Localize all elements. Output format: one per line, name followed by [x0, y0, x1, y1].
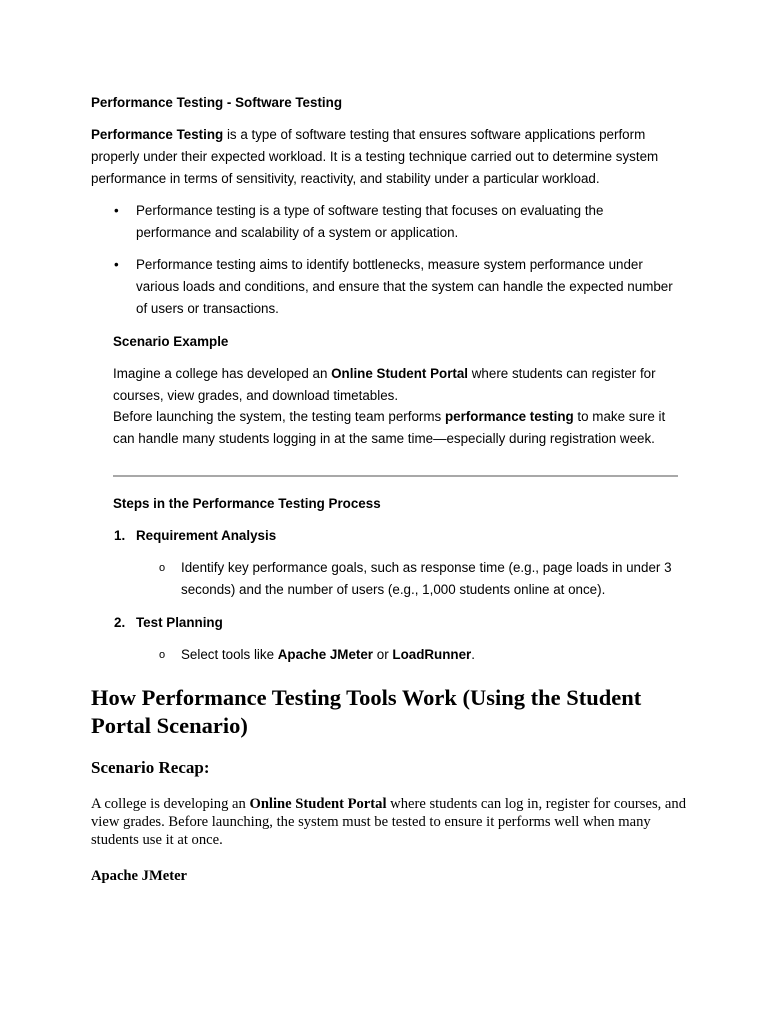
bullet-icon: • — [114, 257, 119, 272]
scenario-bold: performance testing — [444, 409, 574, 424]
tool-name: LoadRunner — [392, 647, 472, 662]
step-number: 1. — [114, 528, 126, 543]
step-number: 2. — [114, 615, 126, 630]
bullet-item — [114, 200, 681, 244]
recap-paragraph — [91, 795, 691, 849]
document-title: Performance Testing - Software Testing — [91, 95, 342, 110]
circle-bullet-icon: o — [159, 649, 166, 661]
circle-bullet-icon: o — [159, 562, 166, 574]
step-subitem — [159, 557, 681, 601]
scenario-paragraph-2 — [113, 406, 683, 450]
scenario-text: Before launching the system, the testing team performs — [113, 409, 445, 424]
scenario-text: where students can register for courses, view grades, and download timetables. — [113, 366, 656, 403]
scenario-paragraph — [113, 363, 683, 407]
step-item — [114, 612, 223, 634]
tool-heading: Apache JMeter — [91, 868, 188, 884]
step-subitem-text: or — [373, 647, 393, 662]
bullet-text: Performance testing aims to identify bottlenecks, measure system performance under various loads and conditions, and ensure that the system can handle the expected number of users or transactions. — [136, 257, 673, 316]
intro-text: is a type of software testing that ensures software applications perform properly under their expected workload. It is a testing technique carried out to determine system performance in terms of sensitivity, reactivity, and stability under a particular workload. — [91, 127, 659, 186]
recap-bold: Online Student Portal — [249, 796, 387, 812]
bullet-icon: • — [114, 203, 119, 218]
scenario-text: to make sure it can handle many students logging in at the same time—especially during registration week. — [113, 409, 666, 446]
horizontal-divider — [113, 475, 678, 477]
scenario-text: Imagine a college has developed an — [113, 366, 332, 381]
recap-text: A college is developing an — [91, 796, 250, 812]
step-subitem-text: . — [471, 647, 475, 662]
subsection-heading: Scenario Recap: — [91, 758, 210, 777]
step-subitem-text: Identify key performance goals, such as response time (e.g., page loads in under 3 seconds) and the number of users (e.g., 1,000 students online at once). — [181, 560, 672, 597]
step-title: Requirement Analysis — [136, 528, 277, 543]
step-title: Test Planning — [136, 615, 223, 630]
scenario-bold: Online Student Portal — [331, 366, 469, 381]
steps-heading: Steps in the Performance Testing Process — [113, 496, 381, 511]
bullet-text: Performance testing is a type of software testing that focuses on evaluating the performance and scalability of a system or application. — [136, 203, 604, 240]
step-item — [114, 525, 277, 547]
scenario-heading: Scenario Example — [113, 334, 229, 349]
recap-text: where students can log in, register for courses, and view grades. Before launching, the system must be tested to ensure it performs well when many students use it at once. — [91, 796, 686, 848]
step-subitem-text: Select tools like — [181, 647, 278, 662]
intro-paragraph — [91, 124, 691, 190]
tool-name: Apache JMeter — [277, 647, 374, 662]
intro-term: Performance Testing — [91, 127, 224, 142]
bullet-item — [114, 254, 681, 320]
section-heading: How Performance Testing Tools Work (Using the Student Portal Scenario) — [91, 685, 642, 738]
step-subitem — [159, 644, 681, 666]
